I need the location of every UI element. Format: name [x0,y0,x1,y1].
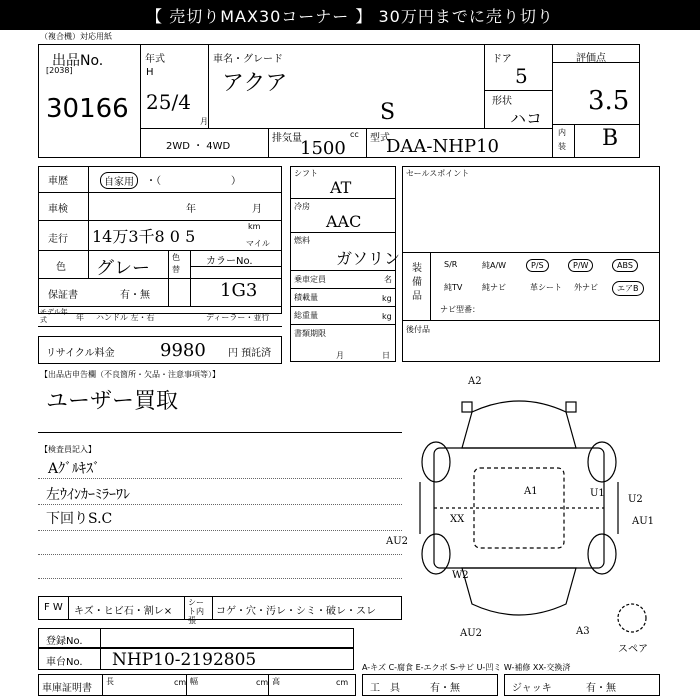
equip-abs: ABS [612,259,638,272]
inspection-label: 車検 [48,204,68,215]
handle-side: ハンドル 左・右 [96,313,155,322]
chassis-value: NHP10-2192805 [112,650,257,670]
recycle-value: 9980 [160,340,206,361]
equip-aw: 純A/W [482,261,507,270]
mileage-unit-km: km [248,222,261,231]
garage-hgt-unit: cm [336,678,349,687]
equip-pw: P/W [568,259,593,272]
car-grade: S [380,100,396,125]
jack-value: 有・無 [586,683,616,694]
spare-label: スペア [618,644,648,655]
year-label: 年式 [145,54,165,65]
garage-hgt: 高 [272,677,280,686]
garage-wid-unit: cm [256,678,269,687]
mileage-label: 走行 [48,234,68,245]
lot-label: 出品No. [52,53,104,69]
inspector-line-3: 下回りS.C [46,511,113,527]
equip-ext-navi: 外ナビ [574,283,598,292]
recycle-label: リサイクル料金 [46,348,115,359]
fw-items: キズ・ヒビ石・割レ× [74,606,173,617]
tools-value: 有・無 [430,683,460,694]
inspection-month: 月 [252,204,262,215]
garage-label: 車庫証明書 [42,683,92,694]
weight-label: 総重量 [294,311,318,320]
warranty-value: 有・無 [120,290,150,301]
ac-value: AAC [326,212,362,231]
register-row [38,628,354,648]
model-year-label: モデル年式 [40,308,68,324]
warranty-label: 保証書 [48,290,78,301]
model-year-year: 年 [76,313,84,322]
mark-au2-left: AU2 [386,536,409,547]
navi-model: ナビ型番： [440,305,480,314]
color-code: 1G3 [220,280,258,301]
dealer-type: ディーラー・並行 [206,313,270,322]
jack-label: ジャッキ [512,683,552,694]
equip-airbag: エアB [612,281,644,296]
color-label: 色 [56,262,66,273]
score-label: 評価点 [576,53,606,64]
equip-sr: S/R [444,260,458,269]
mark-au2-bottom: AU2 [460,628,483,639]
shape-value: ハコ [510,109,543,128]
seller-note-text: ユーザー買取 [46,389,179,414]
mark-au1: AU1 [632,516,655,527]
chassis-label: 車台No. [46,657,83,668]
color-change-label: 色替 [172,253,180,274]
recycle-unit: 円 預託済 [228,348,272,359]
mileage-unit-mile: マイル [246,239,270,248]
weight-unit: kg [382,312,392,321]
load-label: 積載量 [294,293,318,302]
mark-a2: A2 [468,376,482,387]
car-name: アクア [222,71,288,96]
mileage-value: 14万3千8 0 5 [92,227,196,246]
color-code-label: カラーNo. [206,256,253,267]
header-banner: 【 売切りMAX30コーナー 】 30万円までに売り切り [0,0,700,30]
doors-label: ドア [492,54,512,65]
interior-value: B [602,126,619,151]
ac-label: 冷房 [294,202,310,211]
displacement-value: 1500 [300,138,346,159]
inspector-line-2: 左ｳｲﾝｶｰﾐﾗｰﾜﾚ [46,487,130,503]
equip-leather: 革シート [530,283,562,292]
mark-xx: XX [450,514,465,525]
mark-u2: U2 [628,494,643,505]
mark-a1: A1 [524,486,538,497]
year-era: H [146,67,154,78]
fw-label: F W [44,602,63,613]
register-label: 登録No. [46,636,83,647]
capacity-unit: 名 [384,275,392,284]
garage-len: 長 [106,677,114,686]
capacity-label: 乗車定員 [294,275,326,284]
shape-label: 形状 [492,96,512,107]
top-note: （複合機）対応用紙 [40,32,112,41]
lot-sub: [2038] [46,66,73,75]
load-unit: kg [382,294,392,303]
history-value: 自家用 [100,172,138,189]
score-value: 3.5 [588,86,630,116]
shift-value: AT [330,178,352,197]
expiry-month: 月 [336,351,344,360]
history-rest: ・（ ） [146,176,241,187]
sales-point-label: セールスポイント [406,169,470,178]
seat-items: コゲ・穴・汚レ・シミ・破レ・スレ [216,606,376,617]
expiry-label: 書類期限 [294,329,326,338]
mark-u1: U1 [590,488,605,499]
shift-label: シフト [294,169,318,178]
seller-note-label: 【出品店申告欄（不良箇所・欠品・注意事項等）】 [40,370,220,379]
car-damage-diagram [386,372,670,662]
equip-navi: 純ナビ [482,283,506,292]
model-label: 型式 [370,133,390,144]
equip-tv: 純TV [444,283,463,292]
equipment-label: 装備品 [412,263,422,302]
garage-wid: 幅 [190,677,198,686]
car-label: 車名・グレード [213,54,283,65]
interior-label: 内装 [558,128,566,151]
tools-label: 工 具 [370,683,400,694]
mark-w2: W2 [452,570,469,581]
fuel-value: ガソリン [336,249,401,268]
inspection-year: 年 [186,204,196,215]
mark-a3: A3 [576,626,590,637]
expiry-day: 日 [382,351,390,360]
displacement-label: 排気量 [272,133,302,144]
drive-type: 2WD ・ 4WD [166,141,231,152]
year-value: 25/4 [146,90,191,114]
damage-legend: A-キズ C-腐食 E-エクボ S-サビ U-凹ミ W-補修 XX-交換済 [362,663,571,672]
equip-ps: P/S [526,259,549,272]
after-label: 後付品 [406,325,430,334]
year-month-unit: 月 [200,117,208,126]
doors-value: 5 [515,64,528,88]
displacement-unit: cc [350,130,359,139]
history-label: 車歴 [48,176,68,187]
fuel-label: 燃料 [294,236,310,245]
seat-label: シート内張 [188,598,204,625]
model-value: DAA-NHP10 [386,136,499,157]
inspector-label: 【検査員記入】 [40,445,96,454]
color-value: グレー [96,258,150,279]
lot-number: 30166 [46,94,129,124]
inspector-line-1: Aｸﾞﾙｷｽﾞ [48,461,101,477]
garage-len-unit: cm [174,678,187,687]
